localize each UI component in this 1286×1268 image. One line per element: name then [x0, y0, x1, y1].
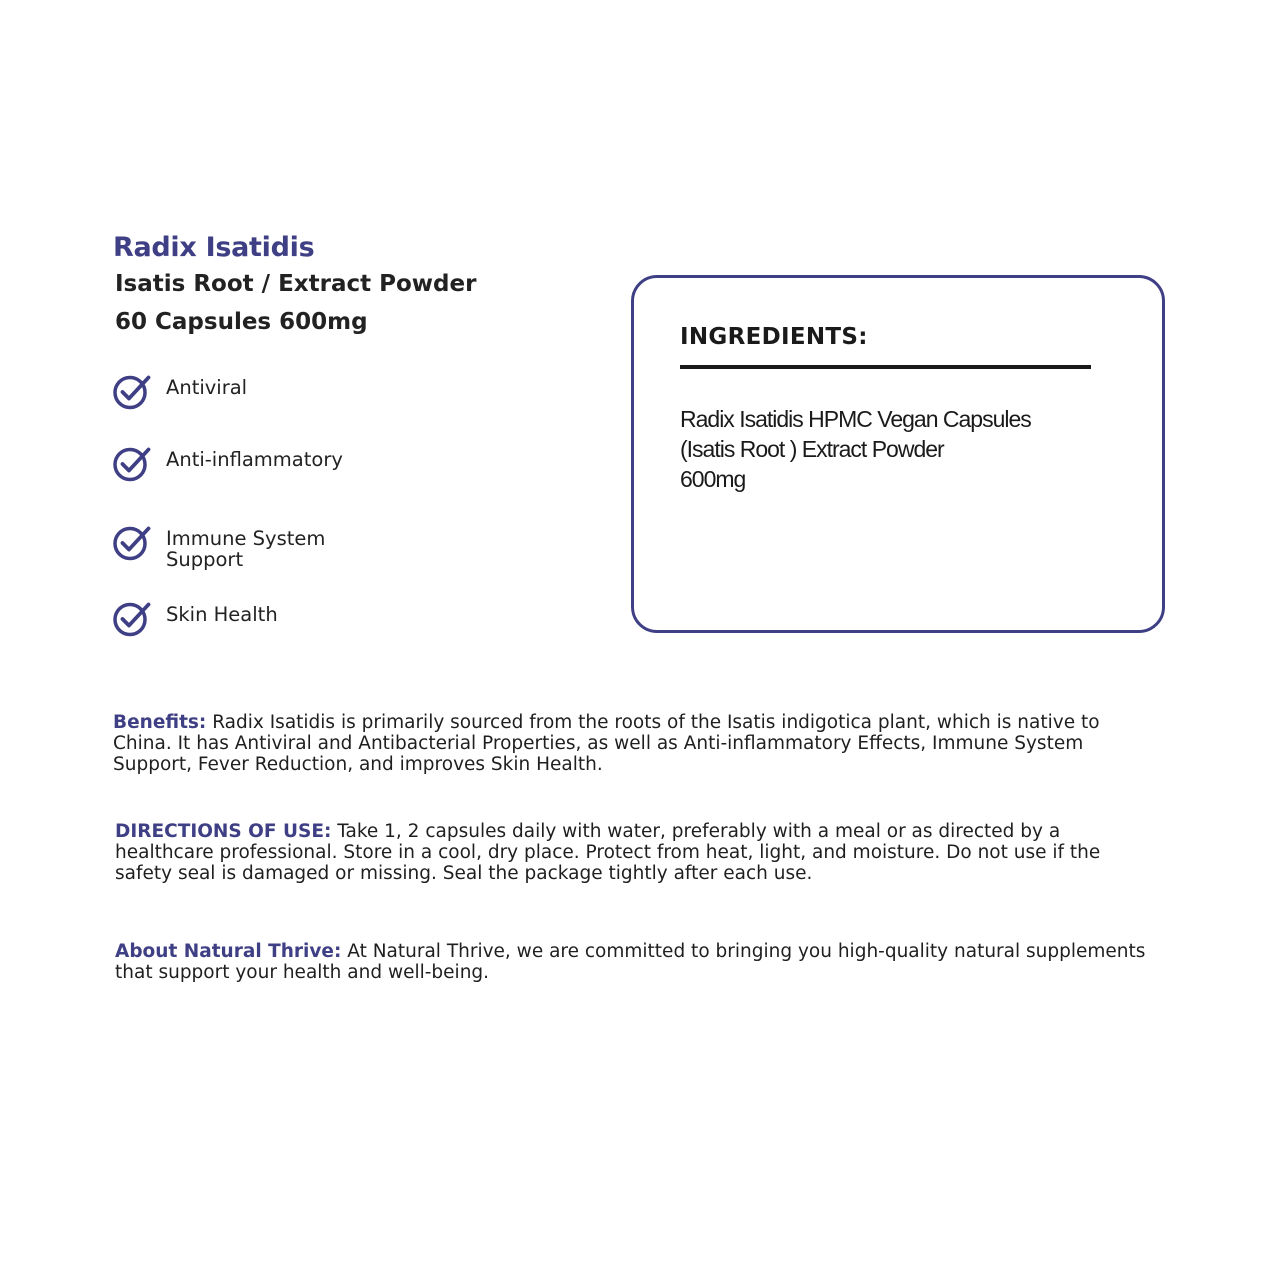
check-circle-icon — [112, 374, 152, 410]
product-capsule-info: 60 Capsules 600mg — [115, 309, 368, 335]
product-title: Radix Isatidis — [113, 232, 315, 263]
feature-label-line: Immune System — [166, 527, 326, 550]
feature-label: Skin Health — [166, 603, 278, 626]
feature-item-skin-health — [112, 601, 278, 637]
about-text: At Natural Thrive, we are committed to bringing you high-quality natural supplements that support your health and well-being. — [115, 941, 1146, 983]
feature-item-immune-support — [112, 525, 325, 570]
benefits-label: Benefits: — [113, 712, 207, 733]
feature-label: Antiviral — [166, 376, 248, 399]
about-label: About Natural Thrive: — [115, 941, 342, 962]
ingredients-box — [631, 275, 1165, 633]
feature-item-anti-inflammatory — [112, 446, 343, 482]
about-paragraph — [115, 941, 1155, 983]
check-circle-icon — [112, 446, 152, 482]
ingredients-line: (Isatis Root ) Extract Powder — [680, 436, 944, 462]
product-subtitle: Isatis Root / Extract Powder — [115, 271, 477, 297]
check-circle-icon — [112, 525, 152, 561]
check-circle-icon — [112, 601, 152, 637]
benefits-text: Radix Isatidis is primarily sourced from the roots of the Isatis indigotica plant, which is native to China. It has Antiviral and Antibacterial Properties, as well as Anti-inflammatory Effects, Immune System Support, Fever Reduction, and improves Skin Health. — [113, 712, 1100, 775]
ingredients-heading: INGREDIENTS: — [680, 324, 868, 350]
feature-label: Anti-inflammatory — [166, 448, 343, 471]
feature-item-antiviral — [112, 374, 247, 410]
ingredients-line: 600mg — [680, 466, 746, 492]
directions-label: DIRECTIONS OF USE: — [115, 821, 332, 842]
ingredients-divider — [680, 365, 1091, 369]
directions-text: Take 1, 2 capsules daily with water, preferably with a meal or as directed by a healthcare professional. Store in a cool, dry place. Protect from heat, light, and moisture. Do not use if the safety seal is damaged or missing. Seal the package tightly after each use. — [115, 821, 1101, 884]
feature-label — [166, 528, 325, 570]
ingredients-list — [680, 404, 1120, 494]
benefits-paragraph — [113, 712, 1153, 775]
feature-label-line: Support — [166, 548, 244, 571]
directions-paragraph — [115, 821, 1155, 884]
ingredients-line: Radix Isatidis HPMC Vegan Capsules — [680, 406, 1031, 432]
